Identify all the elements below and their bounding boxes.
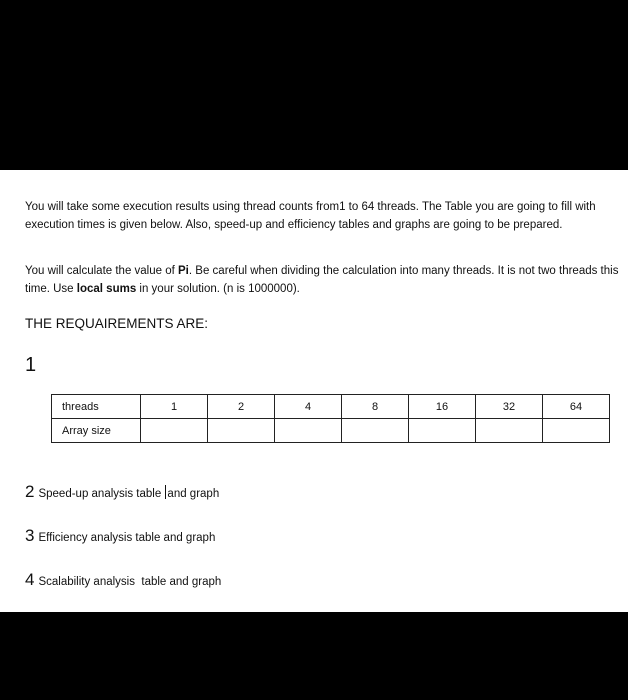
thread-count-cell: 2 xyxy=(208,395,275,419)
array-size-value-cell[interactable] xyxy=(208,419,275,443)
array-size-value-cell[interactable] xyxy=(543,419,610,443)
table-row xyxy=(52,419,610,443)
pi-paragraph-part2: . Be careful when dividing the calculation into many threads. It is not two threads this time. Use xyxy=(25,265,619,295)
item-text xyxy=(38,485,219,500)
thread-count-cell: 64 xyxy=(543,395,610,419)
execution-table xyxy=(51,394,610,443)
array-size-value-cell[interactable] xyxy=(275,419,342,443)
thread-count-cell: 32 xyxy=(476,395,543,419)
pi-paragraph xyxy=(25,262,620,298)
requirement-item-4 xyxy=(25,570,221,590)
intro-paragraph: You will take some execution results using thread counts from1 to 64 threads. The Table you are going to fill with execution times is given below. Also, speed-up and efficiency tables and graphs are going to be prepared. xyxy=(25,201,596,231)
thread-count-cell: 1 xyxy=(141,395,208,419)
pi-paragraph-part1: You will calculate the value of xyxy=(25,265,179,277)
thread-count-cell: 8 xyxy=(342,395,409,419)
thread-count-cell: 16 xyxy=(409,395,476,419)
bottom-black-bar xyxy=(0,612,628,700)
top-black-bar xyxy=(0,0,628,170)
array-size-value-cell[interactable] xyxy=(409,419,476,443)
item-number: 3 xyxy=(25,526,35,545)
document-page xyxy=(0,170,628,612)
pi-bold: Pi xyxy=(178,265,189,277)
array-size-value-cell[interactable] xyxy=(141,419,208,443)
item-number: 4 xyxy=(25,570,35,589)
requirement-item-3 xyxy=(25,526,215,546)
local-sums-bold: local sums xyxy=(76,283,137,295)
item-text-before-caret: Speed-up analysis table xyxy=(38,488,165,500)
array-size-value-cell[interactable] xyxy=(342,419,409,443)
pi-paragraph-part3: in your solution. (n is 1000000). xyxy=(136,283,300,295)
requirement-item-2 xyxy=(25,482,219,502)
item-text-after-caret: and graph xyxy=(167,488,220,500)
item-number: 2 xyxy=(25,482,35,501)
requirements-heading: THE REQUAIREMENTS ARE: xyxy=(25,316,209,331)
threads-label-cell: threads xyxy=(52,395,141,419)
item-text: Efficiency analysis table and graph xyxy=(38,532,216,544)
array-size-value-cell[interactable] xyxy=(476,419,543,443)
table-header-row xyxy=(52,395,610,419)
array-size-label-cell: Array size xyxy=(52,419,141,443)
item-text: Scalability analysis table and graph xyxy=(38,576,222,588)
thread-count-cell: 4 xyxy=(275,395,342,419)
item-1-number: 1 xyxy=(25,354,37,376)
